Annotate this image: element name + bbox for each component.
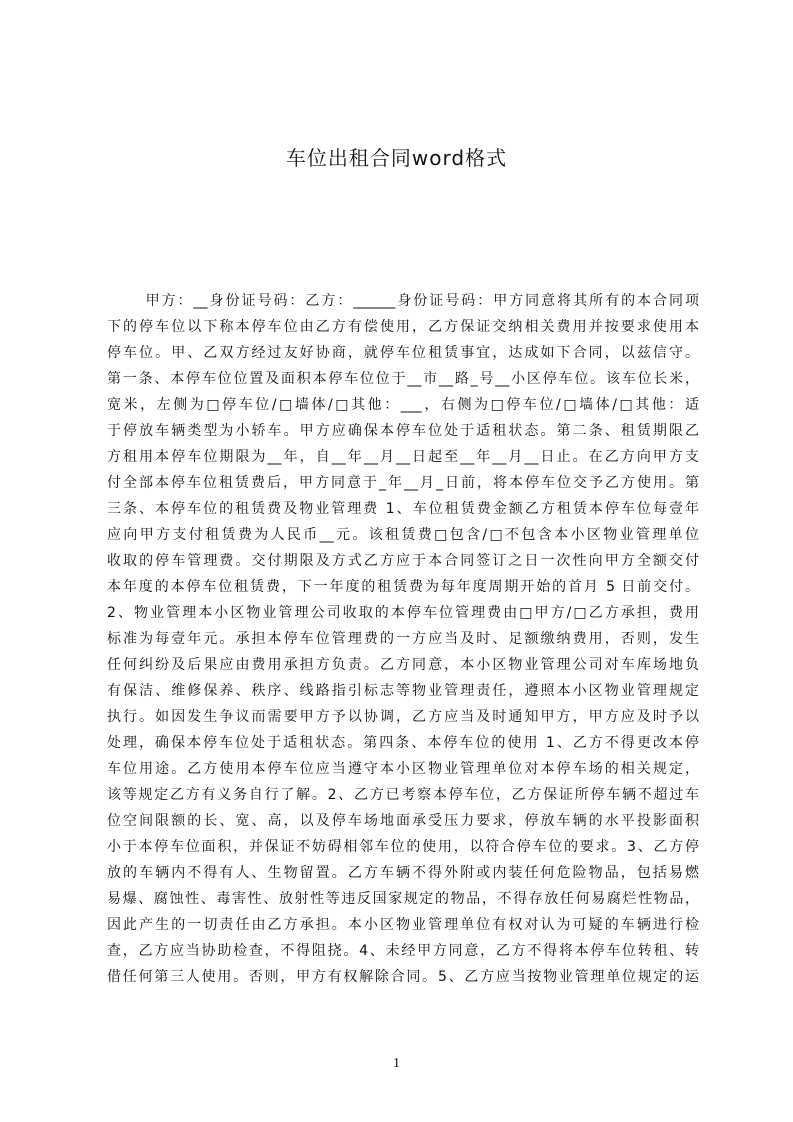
contract-line: 三条、本停车位的租赁费及物业管理费 1、车位租赁费金额乙方租赁本停车位每壹年 (107, 501, 699, 517)
page-number: 1 (393, 1056, 400, 1071)
contract-line: 停车位。甲、乙双方经过友好协商，就停车位租赁事宜，达成如下合同，以兹信守。 (107, 345, 699, 361)
contract-line: 因此产生的一切责任由乙方承担。本小区物业管理单位有权对认为可疑的车辆进行检 (107, 917, 699, 933)
contract-line: 处理，确保本停车位处于适租状态。第四条、本停车位的使用 1、乙方不得更改本停 (107, 735, 699, 751)
contract-line: 应向甲方支付租赁费为人民币__元。该租赁费□包含/□不包含本小区物业管理单位 (107, 527, 699, 543)
contract-line: 宽米，左侧为□停车位/□墙体/□其他：___，右侧为□停车位/□墙体/□其他：适 (107, 397, 699, 413)
contract-body (107, 288, 699, 990)
contract-line: 收取的停车管理费。交付期限及方式乙方应于本合同签订之日一次性向甲方全额交付 (107, 553, 699, 569)
contract-line: 执行。如因发生争议而需要甲方予以协调，乙方应当及时通知甲方，甲方应及时予以 (107, 709, 699, 725)
contract-line: 易爆、腐蚀性、毒害性、放射性等违反国家规定的物品，不得存放任何易腐烂性物品， (107, 891, 699, 907)
contract-line: 查，乙方应当协助检查，不得阻挠。4、未经甲方同意，乙方不得将本停车位转租、转 (107, 943, 699, 959)
contract-line: 位空间限额的长、宽、高，以及停车场地面承受压力要求，停放车辆的水平投影面积 (107, 813, 699, 829)
contract-line: 2、物业管理本小区物业管理公司收取的本停车位管理费由□甲方/□乙方承担，费用 (107, 605, 699, 621)
contract-line: 放的车辆内不得有人、生物留置。乙方车辆不得外附或内装任何危险物品，包括易燃 (107, 865, 699, 881)
contract-line: 方租用本停车位期限为__年，自__年__月__日起至__年__月__日止。在乙方向甲方支 (107, 449, 699, 465)
document-title: 车位出租合同word格式 (285, 146, 508, 170)
contract-line: 借任何第三人使用。否则，甲方有权解除合同。5、乙方应当按物业管理单位规定的运 (107, 969, 699, 985)
contract-line: 标准为每壹年元。承担本停车位管理费的一方应当及时、足额缴纳费用，否则，发生 (107, 631, 699, 647)
contract-line: 有保洁、维修保养、秩序、线路指引标志等物业管理责任，遵照本小区物业管理规定 (107, 683, 699, 699)
contract-line: 下的停车位以下称本停车位由乙方有偿使用，乙方保证交纳相关费用并按要求使用本 (107, 319, 699, 335)
contract-line: 第一条、本停车位位置及面积本停车位位于__市__路_号__小区停车位。该车位长米， (107, 371, 699, 387)
contract-line: 该等规定乙方有义务自行了解。2、乙方已考察本停车位，乙方保证所停车辆不超过车 (107, 787, 699, 803)
contract-line: 本年度的本停车位租赁费，下一年度的租赁费为每年度周期开始的首月 5 日前交付。 (107, 579, 699, 595)
contract-line: 小于本停车位面积，并保证不妨碍相邻车位的使用，以符合停车位的要求。3、乙方停 (107, 839, 699, 855)
contract-line: 付全部本停车位租赁费后，甲方同意于_年__月_日前，将本停车位交予乙方使用。第 (107, 475, 699, 491)
contract-line: 任何纠纷及后果应由费用承担方负责。乙方同意，本小区物业管理公司对车库场地负 (107, 657, 699, 673)
contract-line: 车位用途。乙方使用本停车位应当遵守本小区物业管理单位对本停车场的相关规定， (107, 761, 699, 777)
contract-line: 于停放车辆类型为小轿车。甲方应确保本停车位处于适租状态。第二条、租赁期限乙 (107, 423, 699, 439)
contract-line: 甲方：__身份证号码：乙方：______身份证号码：甲方同意将其所有的本合同项 (107, 293, 699, 309)
